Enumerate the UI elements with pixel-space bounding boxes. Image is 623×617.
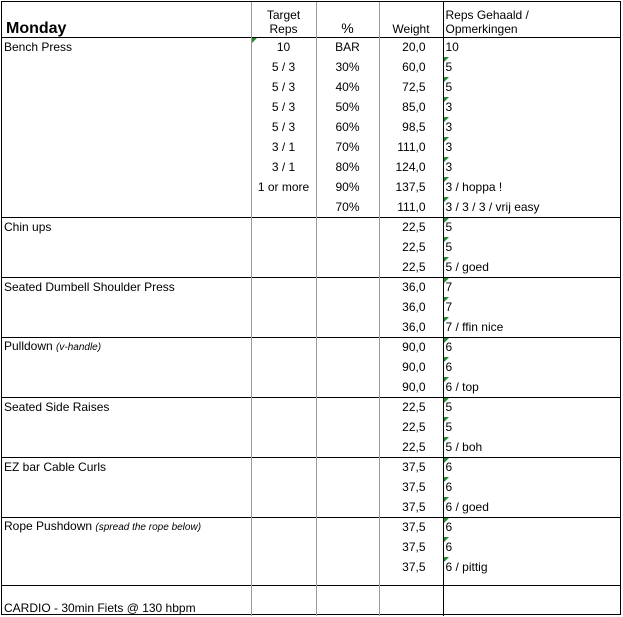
reps-done-cell[interactable] [443,517,620,537]
percent-header[interactable] [316,2,379,37]
target-reps-cell[interactable] [251,237,316,257]
weight-cell[interactable] [379,377,443,397]
weight-cell-value: 111,0 [397,199,426,214]
empty-cell[interactable] [251,577,316,585]
exercise-name: Pulldown [4,339,53,354]
comment-marker-icon [444,257,449,262]
comment-marker-icon [444,297,449,302]
weight-cell-value: 20,0 [402,40,426,55]
cardio-cell-value: CARDIO - 30min Fiets @ 130 hbpm [4,601,196,615]
weight-cell[interactable] [379,157,443,177]
weight-cell[interactable] [379,557,443,577]
exercise-name-cell[interactable] [2,157,251,177]
exercise-name-cell[interactable] [2,217,251,237]
weight-cell[interactable] [379,297,443,317]
empty-cell[interactable] [443,585,620,616]
weight-cell-value: 90,0 [402,379,426,394]
percent-cell-value: BAR [335,40,360,55]
percent-cell[interactable] [316,237,379,257]
weight-cell[interactable] [379,37,443,57]
cardio-cell[interactable] [2,585,251,616]
exercise-name-cell[interactable] [2,57,251,77]
exercise-name: EZ bar Cable Curls [4,460,107,475]
exercise-name: Chin ups [4,220,52,235]
percent-cell-value: 40% [335,80,360,94]
reps-done-cell[interactable] [443,397,620,417]
reps-header[interactable] [443,2,620,37]
exercise-name-cell[interactable] [2,377,251,397]
reps-done-cell[interactable] [443,297,620,317]
exercise-name-cell[interactable] [2,517,251,537]
target-reps-cell[interactable] [251,217,316,237]
workout-table [2,2,620,616]
exercise-name: Seated Side Raises [4,400,110,415]
comment-marker-icon [444,177,449,182]
reps-done-cell[interactable] [443,197,620,217]
target-reps-cell[interactable] [251,277,316,297]
target-reps-header[interactable] [251,2,316,37]
reps-done-cell[interactable] [443,37,620,57]
target-reps-cell[interactable] [251,377,316,397]
set-row [2,197,620,217]
weight-cell[interactable] [379,217,443,237]
weight-cell[interactable] [379,277,443,297]
reps-done-cell-value: 5 [445,220,453,235]
weight-cell[interactable] [379,537,443,557]
percent-cell[interactable] [316,377,379,397]
weight-cell-value: 37,5 [402,560,426,574]
target-reps-cell-value: 5 / 3 [271,120,296,134]
reps-done-cell[interactable] [443,357,620,377]
percent-cell[interactable] [316,297,379,317]
weight-cell-value: 37,5 [402,480,426,494]
exercise-name-cell[interactable] [2,117,251,137]
day-title: Monday [6,19,67,37]
exercise-name-cell[interactable] [2,497,251,517]
percent-cell[interactable] [316,197,379,217]
set-row [2,157,620,177]
reps-done-cell[interactable] [443,557,620,577]
percent-cell[interactable] [316,257,379,277]
exercise-name-cell[interactable] [2,477,251,497]
percent-cell[interactable] [316,177,379,197]
target-reps-cell[interactable] [251,437,316,457]
header-row [2,2,620,37]
reps-done-cell[interactable] [443,497,620,517]
reps-done-cell-value: 3 [445,160,453,174]
reps-done-cell[interactable] [443,277,620,297]
set-row [2,37,620,57]
weight-cell[interactable] [379,177,443,197]
reps-done-cell[interactable] [443,117,620,137]
reps-done-cell-value: 3 / 3 / 3 / vrij easy [445,199,540,214]
comment-marker-icon [444,477,449,482]
empty-cell[interactable] [2,577,251,585]
target-reps-cell[interactable] [251,337,316,357]
percent-cell[interactable] [316,157,379,177]
percent-cell-value: 90% [335,180,360,194]
exercise-name: Bench Press [4,40,73,55]
exercise-name-cell[interactable] [2,237,251,257]
comment-marker-icon [444,77,449,82]
reps-header-line2: Opmerkingen [445,21,518,36]
reps-done-cell[interactable] [443,257,620,277]
comment-marker-icon [444,557,449,562]
reps-done-cell-value: 6 [445,480,453,494]
reps-done-cell-value: 5 / boh [445,439,483,454]
reps-done-cell[interactable] [443,97,620,117]
reps-done-cell-value: 6 / goed [445,499,489,514]
reps-done-cell-value: 10 [445,40,459,55]
weight-cell-value: 37,5 [402,540,426,554]
weight-cell[interactable] [379,137,443,157]
weight-cell[interactable] [379,57,443,77]
target-reps-cell-value: 5 / 3 [271,100,296,114]
reps-done-cell-value: 6 / top [445,379,479,394]
empty-cell[interactable] [251,585,316,616]
set-row [2,77,620,97]
percent-cell[interactable] [316,417,379,437]
weight-cell-value: 22,5 [402,240,426,254]
target-reps-cell[interactable] [251,157,316,177]
target-reps-cell[interactable] [251,37,316,57]
set-row [2,177,620,197]
comment-marker-icon [444,97,449,102]
percent-cell[interactable] [316,117,379,137]
weight-cell[interactable] [379,117,443,137]
target-reps-cell[interactable] [251,117,316,137]
percent-cell[interactable] [316,437,379,457]
reps-header-line1: Reps Gehaald / [445,7,529,22]
set-row [2,477,620,497]
weight-cell-value: 36,0 [402,300,426,314]
set-row [2,437,620,457]
exercise-name-cell[interactable] [2,397,251,417]
reps-done-cell[interactable] [443,417,620,437]
reps-done-cell-value: 3 [445,140,453,154]
set-row [2,137,620,157]
weight-cell-value: 37,5 [402,499,426,514]
weight-cell[interactable] [379,337,443,357]
comment-marker-icon [444,237,449,242]
set-row [2,377,620,397]
exercise-name-cell[interactable] [2,257,251,277]
reps-done-cell-value: 6 [445,520,453,535]
weight-cell-value: 90,0 [402,340,426,355]
set-row [2,117,620,137]
exercise-name-cell[interactable] [2,357,251,377]
comment-marker-icon [444,537,449,542]
day-title-cell[interactable] [2,2,251,37]
reps-done-cell-value: 7 / ffin nice [445,319,504,334]
empty-cell[interactable] [379,577,443,585]
comment-marker-icon [444,357,449,362]
exercise-name-cell[interactable] [2,137,251,157]
weight-cell[interactable] [379,197,443,217]
reps-done-cell[interactable] [443,457,620,477]
exercise-name-cell[interactable] [2,97,251,117]
set-row [2,237,620,257]
weight-cell-value: 22,5 [402,220,426,235]
reps-done-cell[interactable] [443,157,620,177]
weight-cell[interactable] [379,397,443,417]
set-row [2,57,620,77]
weight-cell[interactable] [379,77,443,97]
empty-cell[interactable] [443,577,620,585]
percent-cell[interactable] [316,217,379,237]
empty-cell[interactable] [316,577,379,585]
percent-cell-value: 80% [335,160,360,174]
reps-done-cell-value: 5 [445,60,453,74]
percent-cell[interactable] [316,137,379,157]
reps-done-cell-value: 5 [445,240,453,254]
target-reps-cell-value: 5 / 3 [271,60,296,74]
reps-done-cell-value: 7 [445,280,453,295]
weight-cell-value: 36,0 [402,319,426,334]
exercise-note: (spread the rope below) [95,522,202,534]
weight-cell-value: 85,0 [402,100,426,114]
exercise-name: Seated Dumbell Shoulder Press [4,280,175,295]
target-reps-cell-value: 3 / 1 [271,140,296,154]
percent-cell[interactable] [316,557,379,577]
percent-cell[interactable] [316,477,379,497]
weight-cell[interactable] [379,457,443,477]
weight-cell-value: 22,5 [402,400,426,415]
reps-done-cell[interactable] [443,137,620,157]
percent-cell-value: 50% [335,100,360,114]
reps-done-cell-value: 3 [445,120,453,134]
reps-done-cell-value: 5 [445,400,453,415]
reps-done-cell-value: 3 [445,100,453,114]
empty-row [2,577,620,585]
reps-done-cell-value: 6 [445,360,453,374]
target-reps-cell[interactable] [251,477,316,497]
target-reps-cell[interactable] [251,457,316,477]
weight-cell-value: 37,5 [402,460,426,475]
weight-cell-value: 36,0 [402,280,426,295]
percent-cell[interactable] [316,277,379,297]
percent-cell[interactable] [316,397,379,417]
reps-done-cell-value: 5 [445,80,453,94]
percent-cell[interactable] [316,457,379,477]
percent-cell[interactable] [316,517,379,537]
percent-cell-value: 70% [335,199,360,214]
target-reps-cell[interactable] [251,557,316,577]
weight-cell-value: 137,5 [395,180,426,194]
percent-cell[interactable] [316,57,379,77]
target-reps-cell[interactable] [251,497,316,517]
target-reps-cell[interactable] [251,97,316,117]
comment-marker-icon [444,117,449,122]
set-row [2,217,620,237]
exercise-name: Rope Pushdown [4,519,93,534]
weight-cell[interactable] [379,417,443,437]
target-reps-cell[interactable] [251,177,316,197]
comment-marker-icon [444,458,449,463]
exercise-name-cell[interactable] [2,557,251,577]
reps-done-cell-value: 6 [445,540,453,554]
comment-marker-icon [444,157,449,162]
exercise-name-cell[interactable] [2,77,251,97]
reps-done-cell[interactable] [443,77,620,97]
target-reps-cell[interactable] [251,137,316,157]
comment-marker-icon [444,137,449,142]
weight-cell-value: 22,5 [402,259,426,274]
comment-marker-icon [444,278,449,283]
weight-cell[interactable] [379,497,443,517]
exercise-name-cell[interactable] [2,317,251,337]
target-reps-cell-value: 5 / 3 [271,80,296,94]
set-row [2,537,620,557]
percent-cell[interactable] [316,357,379,377]
target-reps-cell[interactable] [251,517,316,537]
reps-done-cell[interactable] [443,57,620,77]
weight-cell-value: 111,0 [397,140,426,154]
workout-spreadsheet [1,1,621,615]
target-reps-header-line2: Reps [269,21,298,36]
comment-marker-icon [444,218,449,223]
reps-done-cell[interactable] [443,377,620,397]
percent-cell[interactable] [316,497,379,517]
weight-cell[interactable] [379,257,443,277]
target-reps-cell[interactable] [251,57,316,77]
weight-cell[interactable] [379,477,443,497]
target-reps-cell[interactable] [251,77,316,97]
set-row [2,277,620,297]
exercise-name-cell[interactable] [2,37,251,57]
reps-done-cell[interactable] [443,337,620,357]
weight-cell[interactable] [379,237,443,257]
cardio-row [2,585,620,616]
weight-cell-value: 124,0 [395,160,426,174]
empty-cell[interactable] [316,585,379,616]
comment-marker-icon [444,518,449,523]
exercise-name-cell[interactable] [2,437,251,457]
reps-done-cell[interactable] [443,437,620,457]
target-reps-cell[interactable] [251,397,316,417]
weight-cell-value: 22,5 [402,420,426,434]
set-row [2,457,620,477]
set-row [2,257,620,277]
target-reps-cell-value: 1 or more [257,180,310,194]
weight-cell-value: 60,0 [402,60,426,74]
weight-cell[interactable] [379,437,443,457]
weight-cell[interactable] [379,357,443,377]
comment-marker-icon [444,57,449,62]
target-reps-cell[interactable] [251,297,316,317]
target-reps-cell-value: 3 / 1 [271,160,296,174]
weight-cell-value: 72,5 [402,80,426,94]
set-row [2,417,620,437]
weight-cell-value: 22,5 [402,439,426,454]
target-reps-cell-value: 10 [276,40,291,55]
reps-done-cell-value: 7 [445,300,453,314]
exercise-name-cell[interactable] [2,337,251,357]
reps-done-cell-value: 6 [445,460,453,475]
comment-marker-icon [444,197,449,202]
set-row [2,497,620,517]
comment-marker-icon [444,497,449,502]
target-reps-header-line1: Target [266,7,301,22]
comment-marker-icon [444,377,449,382]
set-row [2,357,620,377]
weight-cell[interactable] [379,517,443,537]
target-reps-cell[interactable] [251,417,316,437]
exercise-name-cell[interactable] [2,457,251,477]
percent-cell-value: 70% [335,140,360,154]
percent-cell[interactable] [316,97,379,117]
set-row [2,297,620,317]
weight-header[interactable] [379,2,443,37]
exercise-name-cell[interactable] [2,277,251,297]
comment-marker-icon [252,38,257,43]
percent-cell[interactable] [316,317,379,337]
exercise-note: (v-handle) [56,342,102,354]
set-row [2,317,620,337]
percent-cell[interactable] [316,77,379,97]
set-row [2,557,620,577]
reps-done-cell-value: 3 / hoppa ! [445,180,503,194]
comment-marker-icon [444,417,449,422]
reps-done-cell[interactable] [443,477,620,497]
target-reps-cell[interactable] [251,257,316,277]
reps-done-cell-value: 5 [445,420,453,434]
comment-marker-icon [444,317,449,322]
percent-cell[interactable] [316,37,379,57]
percent-cell[interactable] [316,337,379,357]
weight-cell-value: 98,5 [402,120,426,134]
empty-cell[interactable] [379,585,443,616]
percent-header-label: % [341,19,354,36]
weight-cell[interactable] [379,317,443,337]
reps-done-cell[interactable] [443,177,620,197]
target-reps-cell[interactable] [251,197,316,217]
exercise-name-cell[interactable] [2,297,251,317]
reps-done-cell[interactable] [443,217,620,237]
exercise-name-cell[interactable] [2,537,251,557]
set-row [2,397,620,417]
percent-cell[interactable] [316,537,379,557]
reps-done-cell-value: 5 / goed [445,259,489,274]
reps-done-cell-value: 6 [445,340,453,355]
target-reps-cell[interactable] [251,537,316,557]
target-reps-cell[interactable] [251,357,316,377]
reps-done-cell[interactable] [443,237,620,257]
exercise-name-cell[interactable] [2,417,251,437]
set-row [2,337,620,357]
target-reps-cell[interactable] [251,317,316,337]
exercise-name-cell[interactable] [2,177,251,197]
reps-done-cell[interactable] [443,537,620,557]
reps-done-cell[interactable] [443,317,620,337]
comment-marker-icon [444,437,449,442]
percent-cell-value: 30% [335,60,360,74]
reps-done-cell-value: 6 / pittig [445,560,488,574]
comment-marker-icon [444,398,449,403]
weight-cell[interactable] [379,97,443,117]
weight-header-label: Weight [392,21,430,36]
set-row [2,517,620,537]
weight-cell-value: 90,0 [402,360,426,374]
percent-cell-value: 60% [335,120,360,134]
comment-marker-icon [444,338,449,343]
weight-cell-value: 37,5 [402,520,426,535]
set-row [2,97,620,117]
exercise-name-cell[interactable] [2,197,251,217]
